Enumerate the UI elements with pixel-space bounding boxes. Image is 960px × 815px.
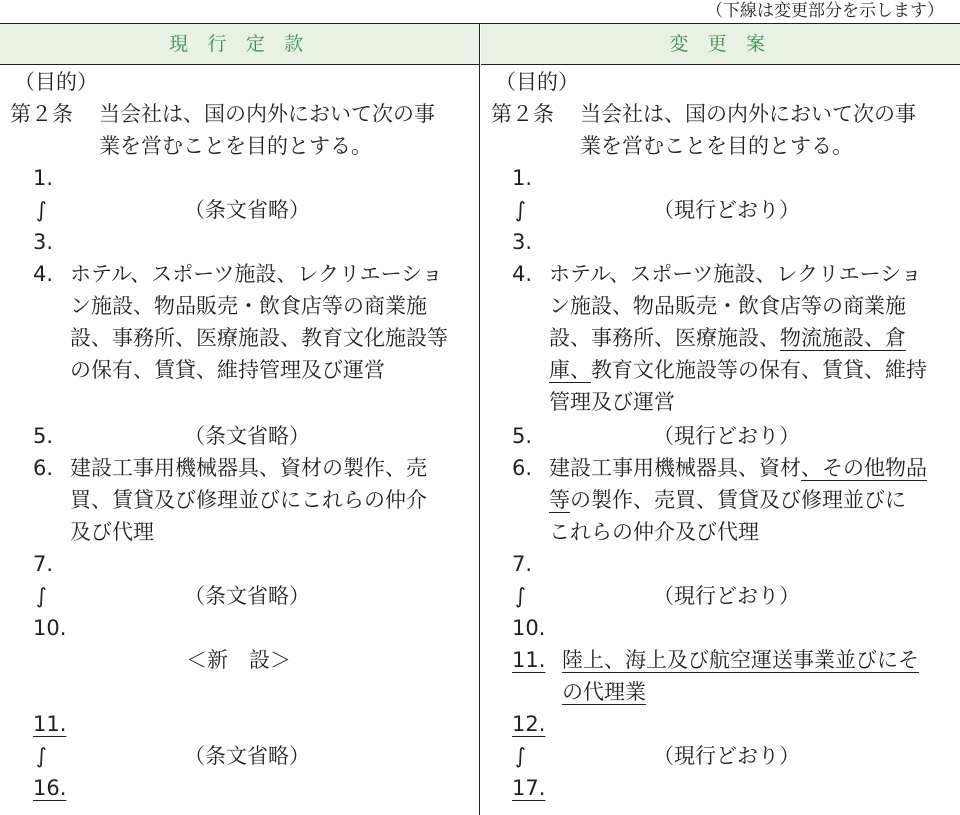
- article-text-line: 業を営むことを目的とする。: [99, 134, 372, 158]
- range-wave-mark: ∫: [515, 744, 526, 768]
- purpose-heading: （目的）: [495, 70, 579, 94]
- unchanged-note: （現行どおり）: [653, 584, 800, 608]
- item-text-line: 管理及び運営: [549, 390, 675, 414]
- item-text-line: [549, 323, 906, 354]
- item-number: 4.: [512, 262, 533, 286]
- item-number: 6.: [512, 456, 533, 480]
- unchanged-text: 教育文化施設等の保有、賃貸、維持: [591, 358, 927, 382]
- item-text-line: ン施設、物品販売・飲食店等の商業施: [70, 294, 427, 318]
- item-number: 3.: [512, 230, 533, 254]
- range-wave-mark: ∫: [515, 584, 526, 608]
- new-item-text-line: 陸上、海上及び航空運送事業並びにそ: [562, 648, 919, 672]
- item-number: 10.: [33, 616, 67, 640]
- item-number: 5.: [512, 424, 533, 448]
- unchanged-text: 建設工事用機械器具、資材: [549, 456, 801, 480]
- unchanged-note: （現行どおり）: [653, 424, 800, 448]
- range-wave-mark: ∫: [36, 584, 47, 608]
- changed-text: 等: [549, 488, 570, 512]
- item-number: 17.: [512, 776, 546, 800]
- comparison-table: [0, 23, 960, 815]
- unchanged-text: の製作、売買、賃貸及び修理並びに: [570, 488, 906, 512]
- item-number: 10.: [512, 616, 546, 640]
- item-text-line: 建設工事用機械器具、資材の製作、売: [70, 456, 427, 480]
- item-number: 11.: [33, 712, 67, 736]
- range-wave-mark: ∫: [36, 744, 47, 768]
- proposed-changes-column: [481, 65, 951, 815]
- purpose-heading: （目的）: [14, 70, 98, 94]
- omitted-note: （条文省略）: [184, 198, 310, 222]
- article-text-line: 業を営むことを目的とする。: [580, 134, 853, 158]
- range-wave-mark: ∫: [515, 198, 526, 222]
- item-text-line: の保有、賃貸、維持管理及び運営: [70, 358, 385, 382]
- new-item-text-line: の代理業: [562, 680, 646, 704]
- item-number: 6.: [33, 456, 54, 480]
- item-text-line: 及び代理: [70, 520, 154, 544]
- item-text-line: [549, 355, 927, 386]
- item-number: 12.: [512, 712, 546, 736]
- new-item-note: ＜新 設＞: [186, 648, 291, 672]
- article-text-line: 当会社は、国の内外において次の事: [580, 102, 916, 126]
- omitted-note: （条文省略）: [184, 584, 310, 608]
- current-articles-column: [0, 65, 470, 815]
- changed-text: 、その他物品: [801, 456, 927, 480]
- item-number: 1.: [512, 166, 533, 190]
- item-text-line: 買、賃貸及び修理並びにこれらの仲介: [70, 488, 427, 512]
- item-number: 4.: [33, 262, 54, 286]
- unchanged-note: （現行どおり）: [653, 198, 800, 222]
- item-number: 16.: [33, 776, 67, 800]
- unchanged-note: （現行どおり）: [653, 744, 800, 768]
- article-number: 第２条: [10, 102, 73, 126]
- change-note: （下線は変更部分を示します）: [706, 1, 944, 21]
- item-text-line: ホテル、スポーツ施設、レクリエーショ: [70, 262, 443, 286]
- omitted-note: （条文省略）: [184, 744, 310, 768]
- new-item-number: 11.: [512, 648, 546, 672]
- item-text-line: [549, 485, 906, 516]
- current-articles-header: 現 行 定 款: [0, 24, 479, 65]
- item-number: 1.: [33, 166, 54, 190]
- item-text-line: ン施設、物品販売・飲食店等の商業施: [549, 294, 906, 318]
- item-number: 7.: [33, 552, 54, 576]
- article-text-line: 当会社は、国の内外において次の事: [99, 102, 435, 126]
- changed-text: 庫、: [549, 358, 591, 382]
- item-number: 3.: [33, 230, 54, 254]
- proposed-changes-header: 変 更 案: [481, 24, 960, 65]
- item-number: 7.: [512, 552, 533, 576]
- omitted-note: （条文省略）: [184, 424, 310, 448]
- changed-text: 物流施設、倉: [780, 326, 906, 350]
- item-text-line: これらの仲介及び代理: [549, 520, 759, 544]
- item-text-line: 設、事務所、医療施設、教育文化施設等: [70, 326, 448, 350]
- range-wave-mark: ∫: [36, 198, 47, 222]
- item-text-line: [549, 453, 927, 484]
- unchanged-text: 設、事務所、医療施設、: [549, 326, 780, 350]
- item-number: 5.: [33, 424, 54, 448]
- item-text-line: ホテル、スポーツ施設、レクリエーショ: [549, 262, 922, 286]
- column-divider: [479, 23, 480, 815]
- article-number: 第２条: [491, 102, 554, 126]
